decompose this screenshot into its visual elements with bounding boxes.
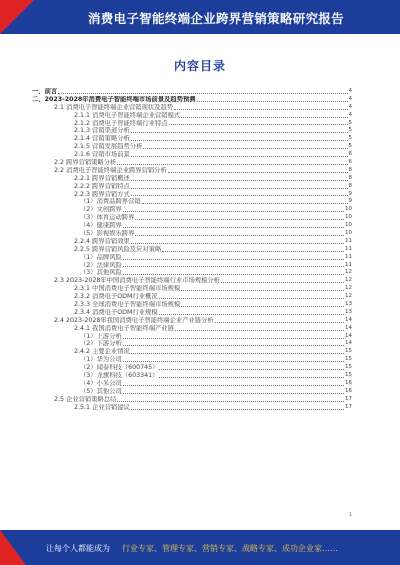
toc-leader-dots (162, 251, 344, 252)
toc-entry-page: 13 (345, 301, 352, 308)
toc-leader-dots (159, 314, 344, 315)
toc-leader-dots (131, 132, 348, 133)
toc-entry[interactable] (32, 277, 352, 285)
toc-entry[interactable] (32, 104, 352, 112)
toc-entry-page: 5 (348, 135, 352, 142)
toc-leader-dots (143, 148, 347, 149)
toc-entry[interactable] (32, 348, 352, 356)
toc-entry-label: 2.1 消费电子智能终端企业营销现状及趋势 (54, 103, 174, 111)
toc-entry[interactable] (32, 206, 352, 214)
toc-entry[interactable] (32, 238, 352, 246)
toc-entry-page: 5 (348, 127, 352, 134)
toc-leader-dots (131, 195, 348, 196)
toc-entry[interactable] (32, 96, 352, 104)
toc-entry[interactable] (32, 404, 352, 412)
toc-entry[interactable] (32, 120, 352, 128)
toc-heading: 内容目录 (173, 59, 226, 73)
toc-entry-page: 12 (345, 277, 352, 284)
toc-entry-label: 2.2.2 跨界营销特点 (74, 182, 130, 190)
toc-entry-page: 10 (345, 230, 352, 237)
toc-leader-dots (142, 203, 348, 204)
toc-leader-dots (175, 330, 344, 331)
toc-entry-page: 15 (345, 364, 352, 371)
toc-entry-label: 2.5 企业营销策略总结 (54, 395, 117, 403)
toc-entry-page: 10 (345, 214, 352, 221)
footer-red-accent (0, 530, 26, 565)
footer-lead-text: 让每个人都能成为 (46, 544, 110, 553)
toc-entry[interactable] (32, 333, 352, 341)
toc-entry[interactable] (32, 143, 352, 151)
table-of-contents (32, 88, 352, 412)
toc-entry-label: 2.2.3 跨界营销方式 (74, 190, 130, 198)
toc-entry-label: 2.1.6 营销市场前景 (74, 151, 130, 159)
toc-leader-dots (181, 306, 344, 307)
toc-entry[interactable] (32, 198, 352, 206)
toc-leader-dots (181, 117, 347, 118)
toc-entry-page: 6 (348, 151, 352, 158)
toc-entry-page: 17 (345, 395, 352, 402)
toc-leader-dots (159, 369, 344, 370)
header-red-accent (0, 0, 34, 34)
footer-bar (0, 530, 400, 565)
toc-leader-dots (123, 274, 344, 275)
toc-entry-page: 14 (345, 340, 352, 347)
toc-entry-page: 15 (345, 372, 352, 379)
toc-entry-page: 5 (348, 143, 352, 150)
toc-entry-page: 11 (345, 245, 352, 252)
toc-entry-page: 8 (348, 182, 352, 189)
toc-entry-label: （1）华为公司 (80, 356, 122, 364)
toc-entry[interactable] (32, 191, 352, 199)
toc-entry[interactable] (32, 135, 352, 143)
toc-entry-label: （1）品牌风险 (80, 253, 122, 261)
toc-entry-label: （2）文创跨界 (80, 206, 122, 214)
toc-entry[interactable] (32, 254, 352, 262)
toc-entry[interactable] (32, 183, 352, 191)
toc-entry-page: 11 (345, 237, 352, 244)
toc-entry-label: （2）闻泰科技（600745） (80, 364, 159, 372)
toc-leader-dots (131, 188, 348, 189)
toc-entry-label: 2.2.1 跨界营销概述 (74, 174, 130, 182)
toc-entry[interactable] (32, 364, 352, 372)
toc-entry[interactable] (32, 230, 352, 238)
page-number: 1 (348, 512, 352, 518)
toc-entry-label: （3）体育运动跨界 (80, 214, 135, 222)
toc-leader-dots (131, 243, 344, 244)
toc-leader-dots (181, 290, 344, 291)
toc-entry-label: （2）法律风险 (80, 261, 122, 269)
toc-entry-label: 二、2023-2028年消费电子智能终端市场前景及趋势预测 (32, 95, 196, 103)
toc-entry-label: 一、前言 (32, 87, 58, 95)
toc-entry-label: （4）健康跨界 (80, 222, 122, 230)
toc-leader-dots (169, 124, 348, 125)
toc-entry-page: 4 (348, 95, 352, 102)
toc-leader-dots (168, 172, 348, 173)
toc-entry-page: 13 (345, 308, 352, 315)
toc-entry-page: 11 (345, 253, 352, 260)
toc-entry-page: 9 (348, 198, 352, 205)
toc-entry-label: 2.1.3 营销渠道分析 (74, 127, 130, 135)
toc-entry-label: 2.1.4 营销策略分析 (74, 135, 130, 143)
toc-entry-page: 4 (348, 111, 352, 118)
toc-entry-label: 2.2 消费电子智能终端企业跨界营销分析 (54, 166, 167, 174)
toc-entry-label: 2.4 2023-2028年我国消费电子智能终端企业产业链分析 (54, 316, 214, 324)
toc-leader-dots (123, 393, 344, 394)
toc-entry-page: 11 (345, 261, 352, 268)
toc-entry[interactable] (32, 88, 352, 96)
toc-entry-page: 16 (345, 379, 352, 386)
toc-entry[interactable] (32, 372, 352, 380)
toc-leader-dots (117, 401, 344, 402)
toc-entry-page: 6 (348, 159, 352, 165)
toc-entry-label: （3）其他风险 (80, 269, 122, 277)
toc-entry-label: 2.1.2 消费电子智能终端行业特点 (74, 119, 168, 127)
toc-leader-dots (123, 385, 344, 386)
toc-entry-label: 2.5.1 企业营销建议 (74, 403, 130, 411)
footer-roles-text: 行业专家、管理专家、营销专家、战略专家、成功企业家…… (122, 544, 338, 553)
toc-entry-page: 5 (348, 119, 352, 126)
toc-leader-dots (131, 156, 348, 157)
toc-entry-label: （5）其他公司 (80, 387, 122, 395)
toc-leader-dots (123, 259, 344, 260)
toc-entry[interactable] (32, 151, 352, 159)
toc-leader-dots (131, 180, 348, 181)
toc-entry[interactable] (32, 356, 352, 364)
toc-entry-page: 4 (348, 87, 352, 94)
report-title: 消费电子智能终端企业跨界营销策略研究报告 (87, 11, 344, 26)
toc-entry-page: 14 (345, 316, 352, 323)
toc-entry[interactable] (32, 159, 352, 167)
toc-leader-dots (123, 361, 344, 362)
toc-entry-label: 2.4.2 主要企业情况 (74, 348, 130, 356)
toc-entry-label: （1）上游分析 (80, 332, 122, 340)
toc-entry[interactable] (32, 285, 352, 293)
toc-entry[interactable] (32, 293, 352, 301)
toc-entry-page: 12 (345, 285, 352, 292)
toc-entry-page: 8 (348, 174, 352, 181)
toc-entry-label: 2.3.1 中国消费电子智能终端市场规模 (74, 285, 181, 293)
toc-entry-label: 2.2 跨界营销策略分析 (54, 159, 117, 166)
toc-leader-dots (174, 109, 347, 110)
toc-leader-dots (197, 101, 348, 102)
toc-leader-dots (159, 298, 344, 299)
toc-entry[interactable] (32, 246, 352, 254)
toc-entry-page: 8 (348, 166, 352, 173)
toc-entry[interactable] (32, 380, 352, 388)
toc-leader-dots (215, 322, 344, 323)
toc-leader-dots (123, 266, 344, 267)
toc-leader-dots (117, 164, 347, 165)
toc-leader-dots (131, 353, 344, 354)
toc-entry-page: 12 (345, 293, 352, 300)
toc-leader-dots (123, 227, 344, 228)
toc-leader-dots (159, 377, 344, 378)
toc-entry-label: 2.1.1 消费电子智能终端企业营销模式 (74, 111, 181, 119)
toc-leader-dots (135, 235, 344, 236)
toc-entry-label: 2.1.5 营销发展趋势分析 (74, 143, 143, 151)
toc-entry-page: 16 (345, 387, 352, 394)
toc-entry-label: 2.3 2023-2028年中国消费电子智能终端行业市场规模分析 (54, 277, 220, 285)
toc-leader-dots (58, 93, 347, 94)
toc-entry-page: 10 (345, 222, 352, 229)
toc-entry[interactable] (32, 222, 352, 230)
toc-entry[interactable] (32, 262, 352, 270)
toc-entry-label: 2.3.3 全球消费电子智能终端市场规模 (74, 301, 181, 309)
toc-entry[interactable] (32, 112, 352, 120)
toc-entry-label: 2.4.1 我国消费电子智能终端产业链 (74, 324, 174, 332)
toc-leader-dots (131, 409, 344, 410)
toc-entry-label: 2.3.2 消费电子ODM行业概况 (74, 293, 158, 301)
toc-entry-label: 2.3.4 消费电子ODM行业规模 (74, 308, 158, 316)
toc-entry[interactable] (32, 309, 352, 317)
toc-entry[interactable] (32, 325, 352, 333)
toc-entry[interactable] (32, 301, 352, 309)
toc-entry-label: 2.2.4 跨界营销效果 (74, 237, 130, 245)
toc-entry-page: 15 (345, 348, 352, 355)
toc-leader-dots (123, 345, 344, 346)
header-bar (0, 0, 400, 34)
toc-entry-label: （1）消费品跨界营销 (80, 198, 141, 206)
toc-entry[interactable] (32, 396, 352, 404)
toc-leader-dots (131, 140, 348, 141)
toc-leader-dots (135, 219, 344, 220)
toc-entry[interactable] (32, 175, 352, 183)
toc-entry-page: 14 (345, 324, 352, 331)
toc-entry[interactable] (32, 167, 352, 175)
toc-entry[interactable] (32, 341, 352, 349)
toc-entry[interactable] (32, 269, 352, 277)
toc-entry-label: 2.2.5 跨界营销风险及应对策略 (74, 245, 162, 253)
toc-leader-dots (123, 338, 344, 339)
toc-entry-page: 4 (348, 103, 352, 110)
toc-entry[interactable] (32, 127, 352, 135)
toc-entry-label: （5）影视娱乐跨界 (80, 230, 135, 238)
toc-entry[interactable] (32, 317, 352, 325)
toc-entry-page: 12 (345, 269, 352, 276)
toc-entry-page: 10 (345, 206, 352, 213)
toc-entry-label: （3）龙旗科技（603341） (80, 372, 159, 380)
toc-entry[interactable] (32, 214, 352, 222)
toc-leader-dots (123, 211, 344, 212)
toc-leader-dots (221, 282, 344, 283)
toc-entry-page: 14 (345, 332, 352, 339)
toc-entry-label: （2）下游分析 (80, 340, 122, 348)
toc-entry-page: 9 (348, 190, 352, 197)
toc-entry-page: 15 (345, 356, 352, 363)
toc-entry-page: 17 (345, 403, 352, 410)
toc-entry[interactable] (32, 388, 352, 396)
toc-entry-label: （4）小米公司 (80, 379, 122, 387)
